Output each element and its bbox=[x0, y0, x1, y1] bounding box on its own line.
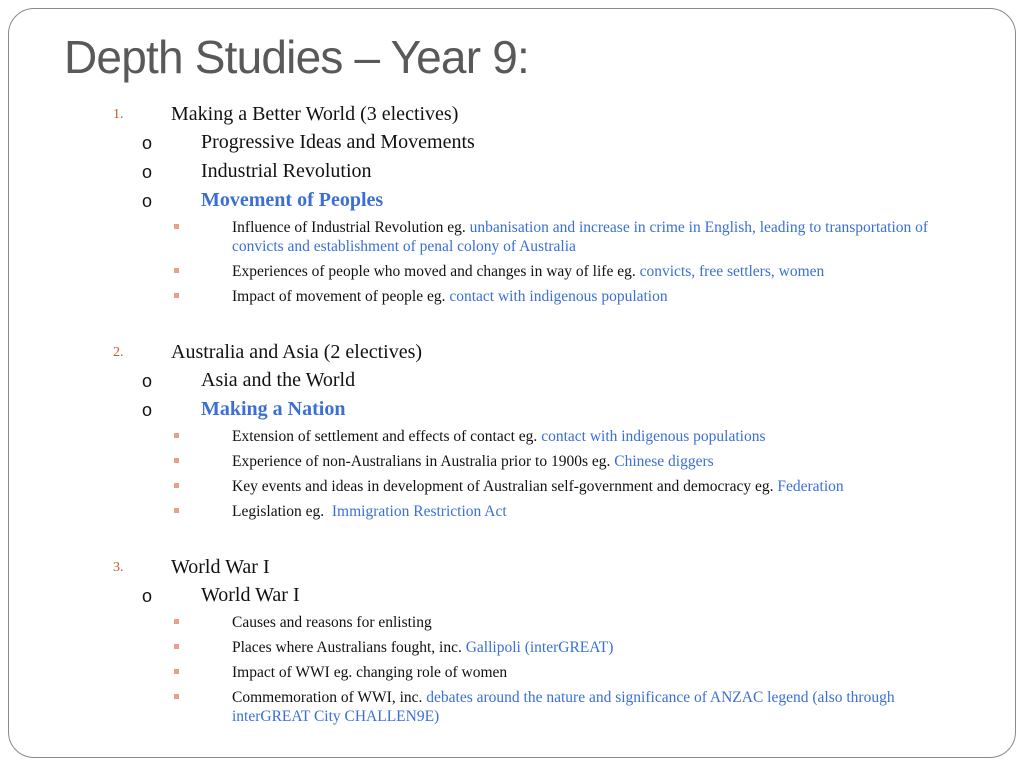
square-bullet-icon bbox=[174, 433, 179, 438]
sub-item-label: Asia and the World bbox=[201, 369, 356, 391]
square-bullet-icon bbox=[174, 644, 179, 649]
slide-title: Depth Studies – Year 9: bbox=[64, 31, 529, 83]
square-bullet-icon bbox=[174, 483, 179, 488]
detail-example: Federation bbox=[777, 478, 844, 495]
detail-example: convicts, free settlers, women bbox=[639, 263, 825, 280]
numbered-item bbox=[0, 556, 1024, 584]
square-bullet-icon bbox=[174, 458, 179, 463]
square-bullet-icon bbox=[174, 224, 179, 229]
detail-text: Impact of movement of people eg. bbox=[232, 288, 450, 305]
detail-example: Gallipoli (interGREAT) bbox=[465, 639, 614, 656]
sub-item bbox=[0, 189, 1024, 218]
sub-item bbox=[0, 369, 1024, 398]
detail-bullet bbox=[0, 287, 1024, 306]
detail-text: Experiences of people who moved and changes in way of life eg. bbox=[232, 263, 640, 280]
numbered-item bbox=[0, 103, 1024, 131]
detail-bullet bbox=[0, 502, 1024, 521]
detail-example: contact with indigenous population bbox=[449, 288, 668, 305]
square-bullet-icon bbox=[174, 268, 179, 273]
square-bullet-icon bbox=[174, 619, 179, 624]
detail-example: contact with indigenous populations bbox=[541, 428, 766, 445]
detail-bullet bbox=[0, 218, 1024, 256]
detail-bullet bbox=[0, 452, 1024, 471]
item-heading: Australia and Asia (2 electives) bbox=[171, 341, 423, 363]
detail-bullet bbox=[0, 262, 1024, 281]
circle-bullet-icon: o bbox=[142, 191, 153, 211]
sub-item-label: Industrial Revolution bbox=[201, 160, 372, 182]
detail-text: Influence of Industrial Revolution eg. bbox=[232, 219, 470, 236]
detail-bullet bbox=[0, 663, 1024, 682]
sub-item-label: Progressive Ideas and Movements bbox=[201, 131, 475, 153]
detail-text: Extension of settlement and effects of contact eg. bbox=[232, 428, 542, 445]
detail-text: Causes and reasons for enlisting bbox=[232, 614, 432, 631]
circle-bullet-icon: o bbox=[142, 162, 153, 182]
detail-example: debates around the nature and significance of ANZAC legend (also through interGREAT City CHALLEN9E) bbox=[232, 689, 895, 725]
sub-item bbox=[0, 160, 1024, 189]
item-heading: Making a Better World (3 electives) bbox=[171, 103, 459, 125]
circle-bullet-icon: o bbox=[142, 586, 153, 606]
item-heading: World War I bbox=[171, 556, 270, 578]
detail-bullet bbox=[0, 477, 1024, 496]
detail-bullet bbox=[0, 427, 1024, 446]
sub-item-label-highlighted: Movement of Peoples bbox=[201, 189, 384, 211]
detail-text: Legislation eg. bbox=[232, 503, 332, 520]
item-number: 3. bbox=[113, 560, 124, 575]
detail-bullet bbox=[0, 688, 1024, 726]
detail-text: Places where Australians fought, inc. bbox=[232, 639, 466, 656]
section-3 bbox=[0, 556, 1024, 732]
sub-item bbox=[0, 131, 1024, 160]
numbered-item bbox=[0, 341, 1024, 369]
circle-bullet-icon: o bbox=[142, 133, 153, 153]
section-2 bbox=[0, 341, 1024, 527]
square-bullet-icon bbox=[174, 508, 179, 513]
detail-bullet bbox=[0, 613, 1024, 632]
detail-text: Key events and ideas in development of Australian self-government and democracy eg. bbox=[232, 478, 778, 495]
circle-bullet-icon: o bbox=[142, 371, 153, 391]
detail-text: Commemoration of WWI, inc. bbox=[232, 689, 427, 706]
square-bullet-icon bbox=[174, 669, 179, 674]
detail-example: Chinese diggers bbox=[614, 453, 714, 470]
sub-item bbox=[0, 398, 1024, 427]
detail-text: Impact of WWI eg. changing role of women bbox=[232, 664, 508, 681]
sub-item-label: World War I bbox=[201, 584, 300, 606]
detail-text: Experience of non-Australians in Australia prior to 1900s eg. bbox=[232, 453, 615, 470]
item-number: 2. bbox=[113, 345, 124, 360]
circle-bullet-icon: o bbox=[142, 400, 153, 420]
square-bullet-icon bbox=[174, 694, 179, 699]
square-bullet-icon bbox=[174, 293, 179, 298]
detail-example: Immigration Restriction Act bbox=[331, 503, 507, 520]
section-1 bbox=[0, 103, 1024, 312]
detail-bullet bbox=[0, 638, 1024, 657]
item-number: 1. bbox=[113, 107, 124, 122]
sub-item bbox=[0, 584, 1024, 613]
sub-item-label-highlighted: Making a Nation bbox=[201, 398, 346, 420]
detail-example: unbanisation and increase in crime in English, leading to transportation of convicts and establishment of penal colony of Australia bbox=[232, 219, 929, 255]
